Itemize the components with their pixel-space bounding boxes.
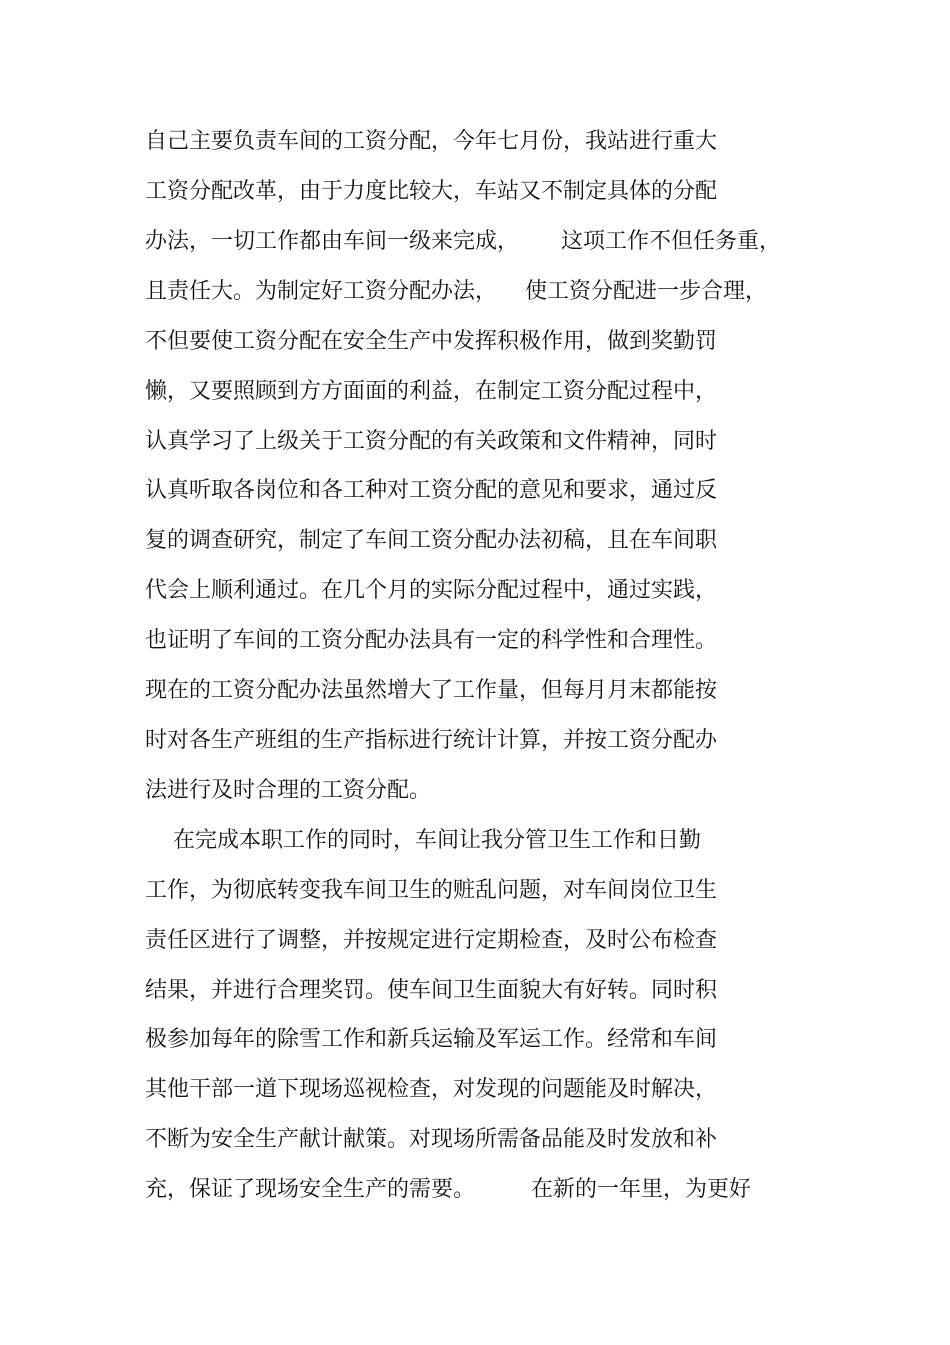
text-line: 不断为安全生产献计献策。对现场所需备品能及时发放和补 xyxy=(145,1127,718,1152)
text-line: 代会上顺利通过。在几个月的实际分配过程中，通过实践， xyxy=(145,578,718,603)
text-line: 现在的工资分配办法虽然增大了工作量，但每月月末都能按 xyxy=(145,678,718,703)
text-line: 极参加每年的除雪工作和新兵运输及军运工作。经常和车间 xyxy=(145,1027,718,1052)
text-line: 复的调查研究，制定了车间工资分配办法初稿，且在车间职 xyxy=(145,528,718,553)
text-line: 也证明了车间的工资分配办法具有一定的科学性和合理性。 xyxy=(145,628,718,653)
text-line: 责任区进行了调整，并按规定进行定期检查，及时公布检查 xyxy=(145,928,718,953)
text-line: 且责任大。为制定好工资分配办法， 使工资分配进一步合理， xyxy=(145,279,767,304)
text-line: 办法，一切工作都由车间一级来完成， 这项工作不但任务重， xyxy=(145,229,781,254)
text-line: 不但要使工资分配在安全生产中发挥积极作用，做到奖勤罚 xyxy=(145,329,718,354)
text-line: 认真听取各岗位和各工种对工资分配的意见和要求，通过反 xyxy=(145,478,718,503)
text-line: 法进行及时合理的工资分配。 xyxy=(145,778,432,803)
text-line: 懒，又要照顾到方方面面的利益，在制定工资分配过程中， xyxy=(145,379,718,404)
text-line: 工资分配改革，由于力度比较大，车站又不制定具体的分配 xyxy=(145,179,718,204)
text-line: 结果，并进行合理奖罚。使车间卫生面貌大有好转。同时积 xyxy=(145,978,718,1003)
text-line: 自己主要负责车间的工资分配，今年七月份，我站进行重大 xyxy=(145,129,718,154)
text-line: 认真学习了上级关于工资分配的有关政策和文件精神，同时 xyxy=(145,429,718,454)
text-line: 其他干部一道下现场巡视检查，对发现的问题能及时解决， xyxy=(145,1077,718,1102)
text-line: 时对各生产班组的生产指标进行统计计算，并按工资分配办 xyxy=(145,728,718,753)
text-line: 在完成本职工作的同时，车间让我分管卫生工作和日勤 xyxy=(145,828,701,853)
text-line: 工作，为彻底转变我车间卫生的赃乱问题，对车间岗位卫生 xyxy=(145,878,718,903)
text-line: 充，保证了现场安全生产的需要。 在新的一年里，为更好 xyxy=(145,1177,751,1202)
